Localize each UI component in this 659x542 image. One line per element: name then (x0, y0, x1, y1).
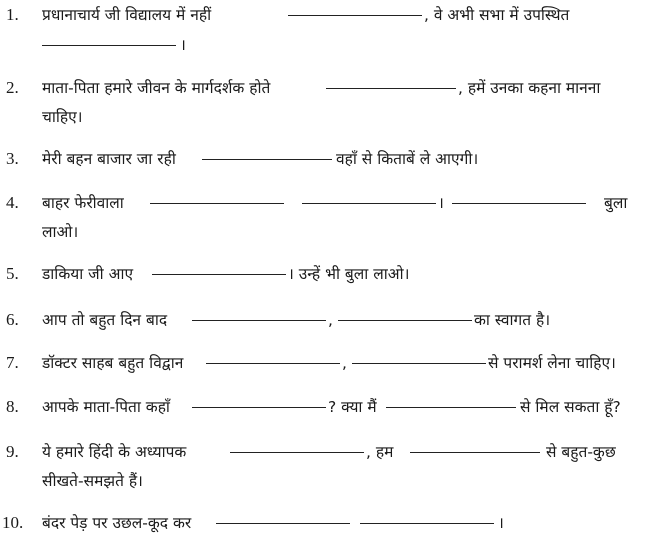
question-text: । उन्हें भी बुला लाओ। (288, 265, 410, 283)
question-7 (0, 352, 659, 374)
question-number: 2. (6, 78, 19, 97)
question-text: , (328, 311, 333, 329)
answer-blank[interactable] (150, 203, 284, 204)
question-text: मेरी बहन बाजार जा रही (42, 150, 176, 168)
question-number: 5. (6, 264, 19, 283)
answer-blank[interactable] (352, 363, 486, 364)
question-4-line-1 (0, 192, 659, 214)
answer-blank[interactable] (230, 452, 364, 453)
question-number: 8. (6, 397, 19, 416)
question-text: , हम (366, 443, 394, 461)
answer-blank[interactable] (452, 203, 586, 204)
question-text: । (438, 194, 444, 212)
question-text: । (180, 36, 186, 54)
answer-blank[interactable] (216, 523, 350, 524)
question-text: ? क्या मैं (328, 398, 377, 416)
question-number: 6. (6, 310, 19, 329)
question-text: का स्वागत है। (474, 311, 551, 329)
question-9-line-2 (0, 470, 659, 492)
question-3 (0, 148, 659, 170)
answer-blank[interactable] (302, 203, 436, 204)
answer-blank[interactable] (192, 407, 326, 408)
question-text: से मिल सकता हूँ? (520, 398, 621, 416)
answer-blank[interactable] (192, 320, 326, 321)
question-text: डॉक्टर साहब बहुत विद्वान (42, 354, 184, 372)
question-text: से परामर्श लेना चाहिए। (488, 354, 616, 372)
question-text: आप तो बहुत दिन बाद (42, 311, 168, 329)
question-8 (0, 396, 659, 418)
question-text: से बहुत-कुछ (546, 443, 616, 461)
question-number: 7. (6, 353, 19, 372)
question-text: , वे अभी सभा में उपस्थित (424, 6, 570, 24)
question-2-line-2 (0, 106, 659, 128)
question-1-line-2 (0, 34, 659, 56)
answer-blank[interactable] (338, 320, 472, 321)
answer-blank[interactable] (386, 407, 516, 408)
answer-blank[interactable] (206, 363, 340, 364)
question-text: चाहिए। (42, 108, 83, 126)
answer-blank[interactable] (360, 523, 494, 524)
question-number: 3. (6, 149, 19, 168)
question-text: , हमें उनका कहना मानना (458, 79, 601, 97)
question-text: बुला (604, 194, 628, 212)
question-1-line-1 (0, 4, 659, 26)
question-text: लाओ। (42, 223, 79, 241)
question-text: वहाँ से किताबें ले आएगी। (336, 150, 479, 168)
question-text: , (342, 354, 347, 372)
answer-blank[interactable] (410, 452, 540, 453)
question-text: डाकिया जी आए (42, 265, 134, 283)
answer-blank[interactable] (202, 159, 332, 160)
question-text: माता-पिता हमारे जीवन के मार्गदर्शक होते (42, 79, 271, 97)
question-10 (0, 512, 659, 534)
question-5 (0, 263, 659, 285)
question-text: सीखते-समझते हैं। (42, 472, 143, 490)
question-4-line-2 (0, 221, 659, 243)
answer-blank[interactable] (288, 15, 422, 16)
answer-blank[interactable] (326, 88, 456, 89)
question-text: ये हमारे हिंदी के अध्यापक (42, 443, 187, 461)
question-number: 1. (6, 5, 19, 24)
question-text: बंदर पेड़ पर उछल-कूद कर (42, 514, 192, 532)
question-number: 4. (6, 193, 19, 212)
question-text: प्रधानाचार्य जी विद्यालय में नहीं (42, 6, 212, 24)
question-6 (0, 309, 659, 331)
question-text: । (498, 514, 504, 532)
question-number: 9. (6, 442, 19, 461)
answer-blank[interactable] (152, 274, 286, 275)
question-text: आपके माता-पिता कहाँ (42, 398, 170, 416)
question-number: 10. (2, 513, 24, 532)
question-9-line-1 (0, 441, 659, 463)
question-2-line-1 (0, 77, 659, 99)
answer-blank[interactable] (42, 45, 176, 46)
question-text: बाहर फेरीवाला (42, 194, 124, 212)
